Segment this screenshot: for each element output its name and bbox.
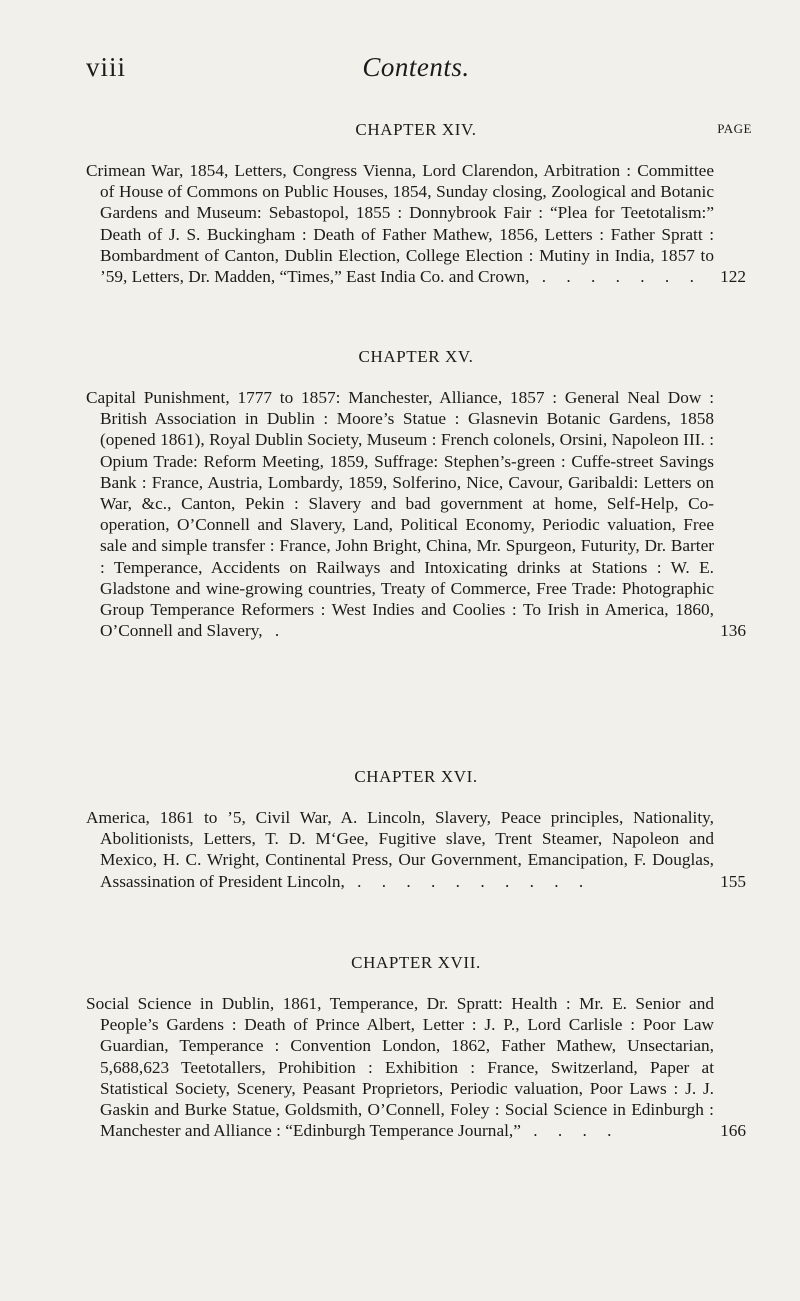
page-number: viii — [86, 52, 127, 82]
running-head — [86, 52, 746, 92]
chapter-contents — [86, 387, 746, 641]
contents-text: America, 1861 to ’5, Civil War, A. Lincoln, Slavery, Peace principles, Nationality, Abolitionists, Letters, T. D. M‘Gee, Fugitive slave, Trent Steamer, Napoleon and Mexico, H. C. Wright, Continental Press, Our Government, Emancipation, F. Douglas, Assassination of President Lincoln, — [86, 808, 714, 891]
dot-leader: . — [262, 621, 288, 641]
chapter-heading — [86, 120, 752, 148]
chapter-xvii — [86, 953, 746, 1141]
dot-leader: . . . . . . . . . . — [344, 871, 592, 891]
dot-leader: . . . . . . . — [529, 267, 702, 287]
chapter-heading — [86, 953, 746, 981]
page-column-label: PAGE — [717, 121, 752, 136]
chapter-title: CHAPTER XIV. — [355, 120, 477, 139]
chapter-title: CHAPTER XVI. — [354, 767, 478, 786]
chapter-title: CHAPTER XV. — [358, 347, 474, 366]
chapter-contents — [86, 160, 746, 287]
chapter-xvi — [86, 767, 746, 892]
chapter-contents — [86, 807, 746, 892]
page-reference: 155 — [720, 871, 746, 891]
chapter-title: CHAPTER XVII. — [351, 953, 481, 972]
page-reference: 136 — [720, 621, 746, 641]
dot-leader: . . . . — [520, 1121, 620, 1141]
page-reference: 166 — [720, 1121, 746, 1141]
running-title: Contents. — [362, 52, 470, 82]
contents-text: Capital Punishment, 1777 to 1857: Manchester, Alliance, 1857 : General Neal Dow : British Association in Dublin : Moore’s Statue : Glasnevin Botanic Gardens, 1858 (opened 1861), Royal Dublin Society, Museum : French colonels, Orsini, Napoleon III. : Opium Trade: Reform Meeting, 1859, Suffrage: Stephen’s-green : Cuffe-street Savings Bank : France, Austria, Lombardy, 1859, Solferino, Nice, Cavour, Garibaldi: Letters on War, &c., Canton, Pekin : Slavery and bad government at home, Self-Help, Co-operation, O’Connell and Slavery, Land, Political Economy, Periodic valuation, Free sale and simple transfer : France, John Bright, China, Mr. Spurgeon, Futurity, Dr. Barter : Temperance, Accidents on Railways and Intoxicating drinks at Stations : W. E. Gladstone and wine-growing countries, Treaty of Commerce, Free Trade: Photographic Group Temperance Reformers : West Indies and Coolies : To Irish in America, 1860, O’Connell and Slavery, — [86, 388, 714, 641]
chapter-heading — [86, 347, 746, 375]
contents-text: Crimean War, 1854, Letters, Congress Vienna, Lord Clarendon, Arbitration : Committee of House of Commons on Public Houses, 1854, Sunday closing, Zoological and Botanic Gardens and Museum: Sebastopol, 1855 : Donnybrook Fair : “Plea for Teetotalism:” Death of J. S. Buckingham : Death of Father Mathew, 1856, Letters : Father Spratt : Bombardment of Canton, Dublin Election, College Election : Mutiny in India, 1857 to ’59, Letters, Dr. Madden, “Times,” East India Co. and Crown, — [86, 161, 714, 287]
page-reference: 122 — [720, 267, 746, 287]
chapter-xiv — [86, 120, 752, 287]
chapter-xv — [86, 347, 746, 641]
chapter-heading — [86, 767, 746, 795]
chapter-contents — [86, 993, 746, 1141]
contents-text: Social Science in Dublin, 1861, Temperance, Dr. Spratt: Health : Mr. E. Senior and People’s Gardens : Death of Prince Albert, Letter : J. P., Lord Carlisle : Poor Law Guardian, Temperance : Convention London, 1862, Father Mathew, Unsectarian, 5,688,623 Teetotallers, Prohibition : Exhibition : France, Switzerland, Paper at Statistical Society, Scenery, Peasant Proprietors, Periodic valuation, Poor Laws : J. J. Gaskin and Burke Statue, Goldsmith, O’Connell, Foley : Social Science in Edinburgh : Manchester and Alliance : “Edinburgh Temperance Journal,” — [86, 994, 714, 1141]
